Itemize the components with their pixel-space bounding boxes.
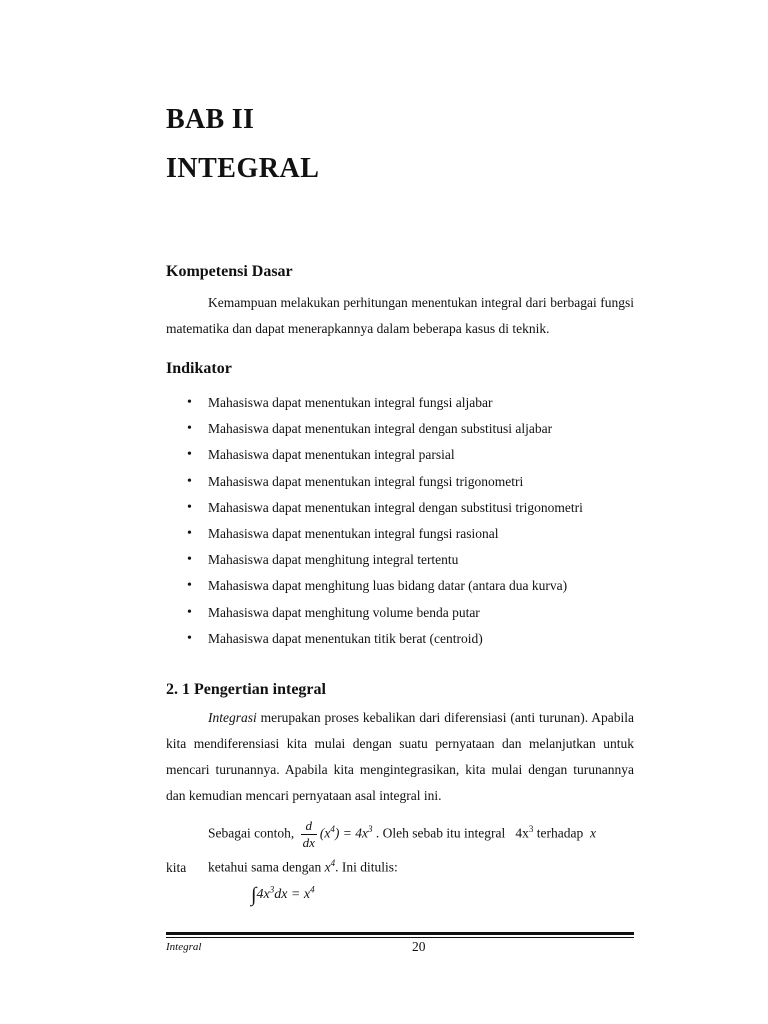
kompetensi-paragraph	[166, 290, 634, 342]
bullet-icon: •	[187, 395, 192, 410]
bullet-icon: •	[187, 421, 192, 437]
example-mid: . Oleh sebab itu integral	[375, 825, 506, 841]
formula-body: 4x	[256, 887, 270, 902]
expr-exp-3: 3	[368, 824, 373, 834]
list-item-text: Mahasiswa dapat menentukan titik berat (centroid)	[208, 630, 483, 646]
list-item-text: Mahasiswa dapat menentukan integral parsial	[208, 447, 455, 463]
footer-label: Integral	[166, 941, 202, 953]
line2-end: . Ini ditulis:	[335, 859, 398, 875]
chapter-title: INTEGRAL	[166, 153, 320, 184]
section-paragraph	[166, 705, 634, 809]
indikator-list	[166, 390, 636, 652]
list-item	[166, 442, 636, 468]
bullet-icon: •	[187, 525, 192, 541]
frac-numerator: d	[301, 818, 317, 835]
formula-dx: dx = x	[274, 887, 311, 902]
list-item	[166, 495, 636, 521]
bullet-icon: •	[187, 604, 192, 620]
integral-term: 4x	[515, 825, 529, 841]
list-item	[166, 416, 636, 442]
line2-exp: 4	[330, 858, 336, 868]
list-item	[166, 626, 636, 652]
example-line-2	[166, 858, 398, 876]
list-item-text: Mahasiswa dapat menentukan integral fungsi rasional	[208, 525, 499, 541]
list-item-text: Mahasiswa dapat menentukan integral dengan substitusi trigonometri	[208, 499, 583, 515]
list-item-text: Mahasiswa dapat menentukan integral fungsi trigonometri	[208, 473, 524, 489]
list-item-text: Mahasiswa dapat menghitung luas bidang datar (antara dua kurva)	[208, 578, 568, 594]
formula-exp-4: 4	[310, 884, 315, 895]
footer-rule-thick	[166, 932, 634, 935]
para-italic-term: Integrasi	[208, 710, 257, 725]
integral-sign-icon: ∫	[251, 884, 257, 906]
page-number: 20	[412, 939, 426, 954]
list-item-text: Mahasiswa dapat menentukan integral dengan substitusi aljabar	[208, 421, 553, 437]
list-item	[166, 521, 636, 547]
footer-rule-thin	[166, 937, 634, 938]
list-item	[166, 469, 636, 495]
chapter-number: BAB II	[166, 104, 255, 135]
line2-x: x	[324, 859, 331, 875]
frac-denominator: dx	[302, 834, 315, 850]
list-item	[166, 600, 636, 626]
list-item-text: Mahasiswa dapat menghitung volume benda putar	[208, 604, 480, 620]
expr-b: ) = 4x	[334, 825, 368, 841]
para-text: merupakan proses kebalikan dari diferensiasi (anti turunan). Apabila kita mendiferensiasi kita mulai dengan suatu pernyataan dan melanjutkan untuk mencari turunannya. Apabila kita mengintegrasikan, kita mulai dengan turunannya dan kemudian mencari pernyataan asal integral ini.	[166, 710, 634, 803]
formula-exp-3: 3	[269, 884, 275, 895]
example-var: x	[589, 825, 596, 841]
bullet-icon: •	[187, 630, 192, 646]
derivative-fraction	[301, 818, 317, 851]
list-item-text: Mahasiswa dapat menghitung integral tertentu	[208, 552, 459, 568]
example-line	[208, 811, 638, 852]
bullet-icon: •	[187, 473, 192, 489]
expr-a: (x	[319, 825, 331, 841]
section-heading: 2. 1 Pengertian integral	[166, 681, 326, 698]
integral-term-exp: 3	[528, 824, 534, 834]
kompetensi-heading: Kompetensi Dasar	[166, 263, 293, 280]
list-item	[166, 573, 636, 599]
list-item-text: Mahasiswa dapat menentukan integral fungsi aljabar	[208, 395, 493, 410]
example-tail: terhadap	[536, 825, 584, 841]
line2-text: ketahui sama dengan	[208, 859, 322, 875]
list-item	[166, 547, 636, 573]
bullet-icon: •	[187, 552, 192, 568]
bullet-icon: •	[187, 499, 192, 515]
expr-exp-4: 4	[330, 824, 335, 834]
bullet-icon: •	[187, 447, 192, 463]
list-item	[166, 390, 636, 416]
example-prefix: Sebagai contoh,	[208, 825, 295, 841]
bullet-icon: •	[187, 578, 192, 594]
integral-formula	[251, 884, 315, 907]
line2-kita: kita	[166, 859, 187, 875]
indikator-heading: Indikator	[166, 360, 232, 377]
kompetensi-text: Kemampuan melakukan perhitungan menentukan integral dari berbagai fungsi matematika dan dapat menerapkannya dalam beberapa kasus di teknik.	[166, 295, 634, 336]
